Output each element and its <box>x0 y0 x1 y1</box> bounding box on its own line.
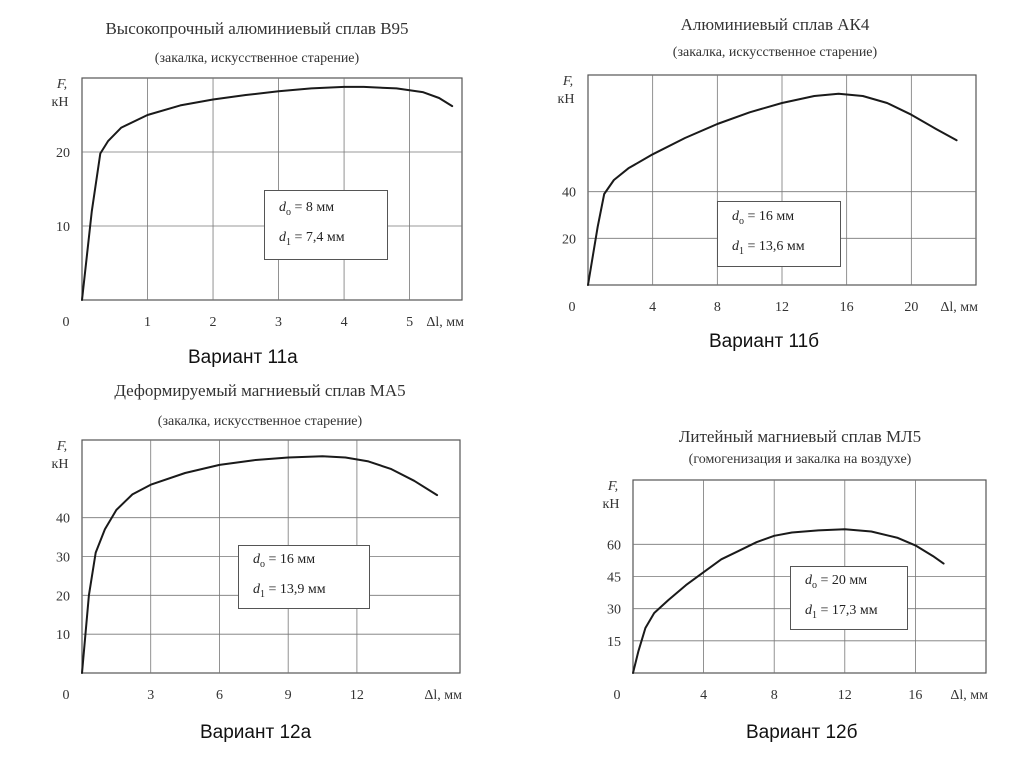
chart-title: Алюминиевый сплав АК4 <box>680 15 870 34</box>
y-axis-unit: кН <box>51 95 69 110</box>
x-tick-label: 16 <box>908 688 923 703</box>
y-tick-label: 30 <box>56 550 70 566</box>
y-tick-label: 40 <box>562 185 576 201</box>
chart-subtitle: (закалка, искусственное старение) <box>672 45 878 60</box>
x-tick-label: 4 <box>700 688 708 703</box>
legend-d1: $d_1 = 13,6$ мм <box>732 239 805 257</box>
chart-title: Высокопрочный алюминиевый сплав В95 <box>105 19 409 38</box>
x-tick-label: 2 <box>209 315 217 330</box>
x-tick-label: 12 <box>349 688 364 703</box>
variant-label-12a: Вариант 12а <box>200 722 312 743</box>
x-tick-label: 0 <box>568 300 576 315</box>
y-tick-label: 20 <box>56 589 70 605</box>
y-tick-label: 20 <box>562 232 576 248</box>
x-tick-label: 0 <box>613 688 621 703</box>
y-tick-label: 40 <box>56 511 70 527</box>
x-tick-label: 12 <box>775 300 789 315</box>
y-axis-unit: кН <box>602 497 620 512</box>
x-axis-label: Δl, мм <box>940 300 978 315</box>
legend-d0: $d_о = 8$ мм <box>279 200 335 218</box>
chart-subtitle: (закалка, искусственное старение) <box>154 51 360 66</box>
legend-d0: $d_о = 16$ мм <box>732 209 795 227</box>
x-tick-label: 16 <box>839 300 854 315</box>
y-axis-label: F, <box>607 479 619 494</box>
x-tick-label: 8 <box>713 300 721 315</box>
y-axis-unit: кН <box>51 457 69 472</box>
x-tick-label: 3 <box>147 688 155 703</box>
x-tick-label: 0 <box>62 315 70 330</box>
x-tick-label: 3 <box>275 315 283 330</box>
chart-subtitle: (гомогенизация и закалка на воздухе) <box>688 452 912 467</box>
x-tick-label: 0 <box>62 688 70 703</box>
y-axis-label: F, <box>56 439 68 454</box>
x-axis-label: Δl, мм <box>424 688 462 703</box>
x-tick-label: 8 <box>770 688 778 703</box>
y-tick-label: 10 <box>56 628 70 644</box>
y-tick-label: 10 <box>56 220 70 235</box>
x-tick-label: 1 <box>144 315 152 330</box>
legend-d1: $d_1 = 7,4$ мм <box>279 230 345 248</box>
x-tick-label: 20 <box>904 300 919 315</box>
y-tick-label: 20 <box>56 146 70 161</box>
y-axis-label: F, <box>56 77 68 92</box>
x-axis-label: Δl, мм <box>426 315 464 330</box>
chart-title: Литейный магниевый сплав МЛ5 <box>678 427 922 446</box>
x-tick-label: 4 <box>340 315 348 330</box>
y-tick-label: 45 <box>607 570 621 586</box>
legend-d0: $d_о = 16$ мм <box>253 552 316 570</box>
legend-d1: $d_1 = 17,3$ мм <box>805 603 878 621</box>
specimen-legend <box>790 566 908 630</box>
x-tick-label: 12 <box>837 688 852 703</box>
x-tick-label: 9 <box>284 688 292 703</box>
x-tick-label: 4 <box>649 300 657 315</box>
y-tick-label: 60 <box>607 538 621 554</box>
x-tick-label: 5 <box>406 315 414 330</box>
y-tick-label: 30 <box>607 602 621 618</box>
variant-label-11a: Вариант 11а <box>188 347 298 368</box>
variant-label-11b: Вариант 11б <box>709 331 820 352</box>
chart-subtitle: (закалка, искусственное старение) <box>157 414 363 429</box>
y-tick-label: 15 <box>607 634 621 650</box>
variant-label-12b: Вариант 12б <box>746 722 858 743</box>
x-tick-label: 6 <box>215 688 223 703</box>
y-axis-label: F, <box>562 74 574 89</box>
legend-d1: $d_1 = 13,9$ мм <box>253 582 326 600</box>
y-axis-unit: кН <box>557 92 575 107</box>
legend-d0: $d_о = 20$ мм <box>805 573 868 591</box>
chart-title: Деформируемый магниевый сплав МА5 <box>114 381 406 400</box>
x-axis-label: Δl, мм <box>950 688 988 703</box>
